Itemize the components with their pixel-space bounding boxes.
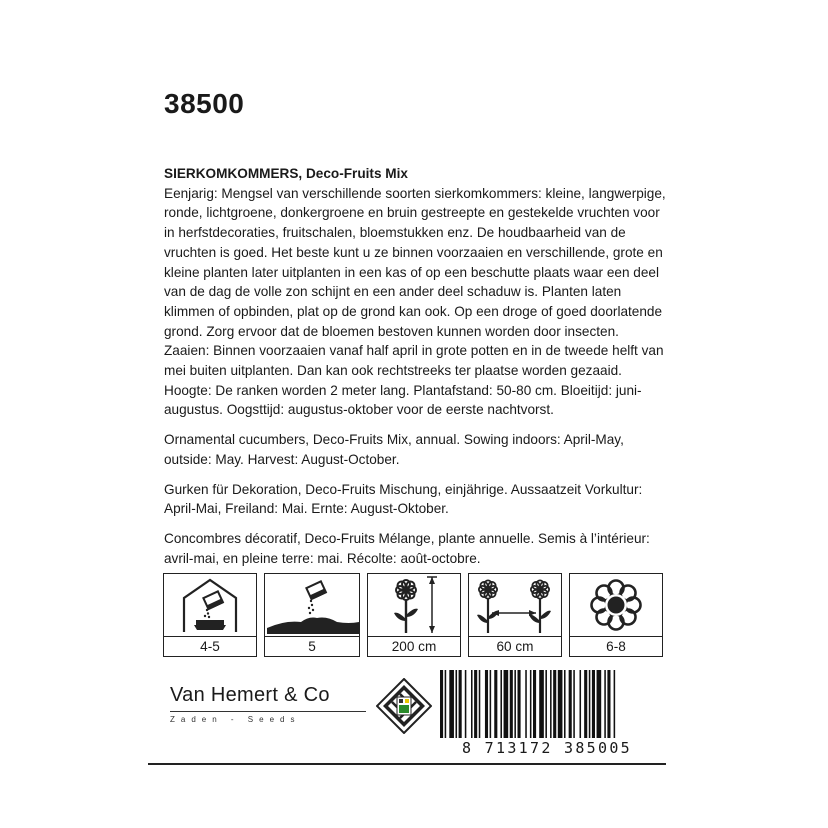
barcode-bar bbox=[485, 670, 488, 738]
barcode-bar bbox=[553, 670, 556, 738]
barcode-bar bbox=[504, 670, 509, 738]
plant-spacing-icon bbox=[469, 574, 561, 637]
barcode-bar bbox=[456, 670, 458, 738]
barcode-bar bbox=[533, 670, 536, 738]
barcode-bar bbox=[564, 670, 566, 738]
bottom-divider bbox=[148, 763, 666, 765]
barcode-bar bbox=[440, 670, 443, 738]
barcode-bar bbox=[592, 670, 595, 738]
barcode-bar bbox=[459, 670, 462, 738]
plant-height-icon bbox=[368, 574, 460, 637]
product-title: SIERKOMKOMMERS, Deco-Fruits Mix bbox=[164, 166, 408, 181]
greenhouse-sowing-icon bbox=[164, 574, 256, 637]
barcode-bar bbox=[580, 670, 582, 738]
description-block bbox=[164, 164, 666, 578]
greenhouse-sowing-cell bbox=[163, 573, 257, 657]
plant-height-value: 200 cm bbox=[391, 639, 437, 654]
barcode-bar bbox=[604, 670, 606, 738]
plant-height-cell bbox=[367, 573, 461, 657]
flowering-months: 6-8 bbox=[606, 639, 626, 654]
sowing-icons-row bbox=[163, 573, 663, 657]
brand-block bbox=[170, 684, 370, 724]
barcode-bar bbox=[525, 670, 527, 738]
german-description: Gurken für Dekoration, Deco-Fruits Mischung, einjährige. Aussaatzeit Vorkultur: April-Mai, Freiland: Mai. Ernte: August-Oktober. bbox=[164, 481, 643, 517]
barcode-bar bbox=[558, 670, 563, 738]
brand-name: Van Hemert & Co bbox=[170, 684, 330, 706]
barcode-number: 8 713172 385005 bbox=[462, 739, 632, 757]
barcode-bar bbox=[514, 670, 516, 738]
flowering-cell bbox=[569, 573, 663, 657]
english-description: Ornamental cucumbers, Deco-Fruits Mix, annual. Sowing indoors: April-May, outside: May. Harvest: August-October. bbox=[164, 432, 624, 467]
barcode-bar bbox=[518, 670, 521, 738]
barcode-bar bbox=[550, 670, 552, 738]
brand-tagline: Zaden - Seeds bbox=[170, 715, 301, 724]
brand-divider bbox=[170, 711, 366, 712]
barcode-bar bbox=[494, 670, 497, 738]
french-description: Concombres décoratif, Deco-Fruits Mélange, plante annuelle. Semis à l’intérieur: avril-mai, en pleine terre: mai. Récolte: août-octobre. bbox=[164, 530, 650, 566]
barcode-bar bbox=[479, 670, 481, 738]
barcode-bar bbox=[449, 670, 454, 738]
barcode-bar bbox=[573, 670, 575, 738]
product-code: 38500 bbox=[164, 88, 245, 119]
outdoor-sowing-months: 5 bbox=[308, 639, 316, 654]
barcode-bar bbox=[589, 670, 591, 738]
barcode-bar bbox=[510, 670, 513, 738]
barcode-bar bbox=[539, 670, 544, 738]
barcode-bar bbox=[607, 670, 610, 738]
barcode-bar bbox=[614, 670, 616, 738]
dutch-description: Eenjarig: Mengsel van verschillende soorten sierkomkommers: kleine, langwerpige, ronde, lichtgroene, donkergroene en bruin gestreepte en gestekelde vruchten voor in herfstdecoraties, fruitschalen, bloemstukken enz. De houdbaarheid van de vruchten is goed. Het beste kunt u ze binnen voorzaaien en verschillende, grote en kleine planten later uitplanten in een kas of op een beschutte plaats waar een deel van de dag de volle zon schijnt en een ander deel schaduw is. Planten laten klimmen of opbinden, plat op de grond kan ook. Op een droge of goed doorlatende grond. Zorg ervoor dat de bloemen bestoven kunnen worden door insecten. Zaaien: Binnen voorzaaien vanaf half april in grote potten en in de tweede helft van mei buiten uitplanten. Dan kan ook rechtstreeks ter plaatse worden gezaaid. Hoogte: De ranken worden 2 meter lang. Plantafstand: 50-80 cm. Bloeitijd: juni-augustus. Oogsttijd: augustus-oktober voor de eerste nachtvorst. bbox=[164, 185, 666, 418]
barcode-bar bbox=[500, 670, 502, 738]
barcode-bar bbox=[597, 670, 602, 738]
plant-spacing-cell bbox=[468, 573, 562, 657]
outdoor-sowing-icon bbox=[265, 574, 359, 637]
barcode-bar bbox=[471, 670, 473, 738]
barcode-bar bbox=[530, 670, 532, 738]
barcode-bar bbox=[474, 670, 477, 738]
barcode-bar bbox=[490, 670, 492, 738]
barcode-bar bbox=[584, 670, 587, 738]
company-logo-icon bbox=[376, 678, 432, 739]
dutch-section bbox=[164, 164, 666, 420]
barcode-bar bbox=[465, 670, 467, 738]
greenhouse-sowing-months: 4-5 bbox=[200, 639, 220, 654]
barcode-bar bbox=[545, 670, 547, 738]
flowering-icon bbox=[570, 574, 662, 637]
barcode-bar bbox=[569, 670, 572, 738]
barcode-bar bbox=[445, 670, 447, 738]
outdoor-sowing-cell bbox=[264, 573, 360, 657]
plant-spacing-value: 60 cm bbox=[496, 639, 534, 654]
